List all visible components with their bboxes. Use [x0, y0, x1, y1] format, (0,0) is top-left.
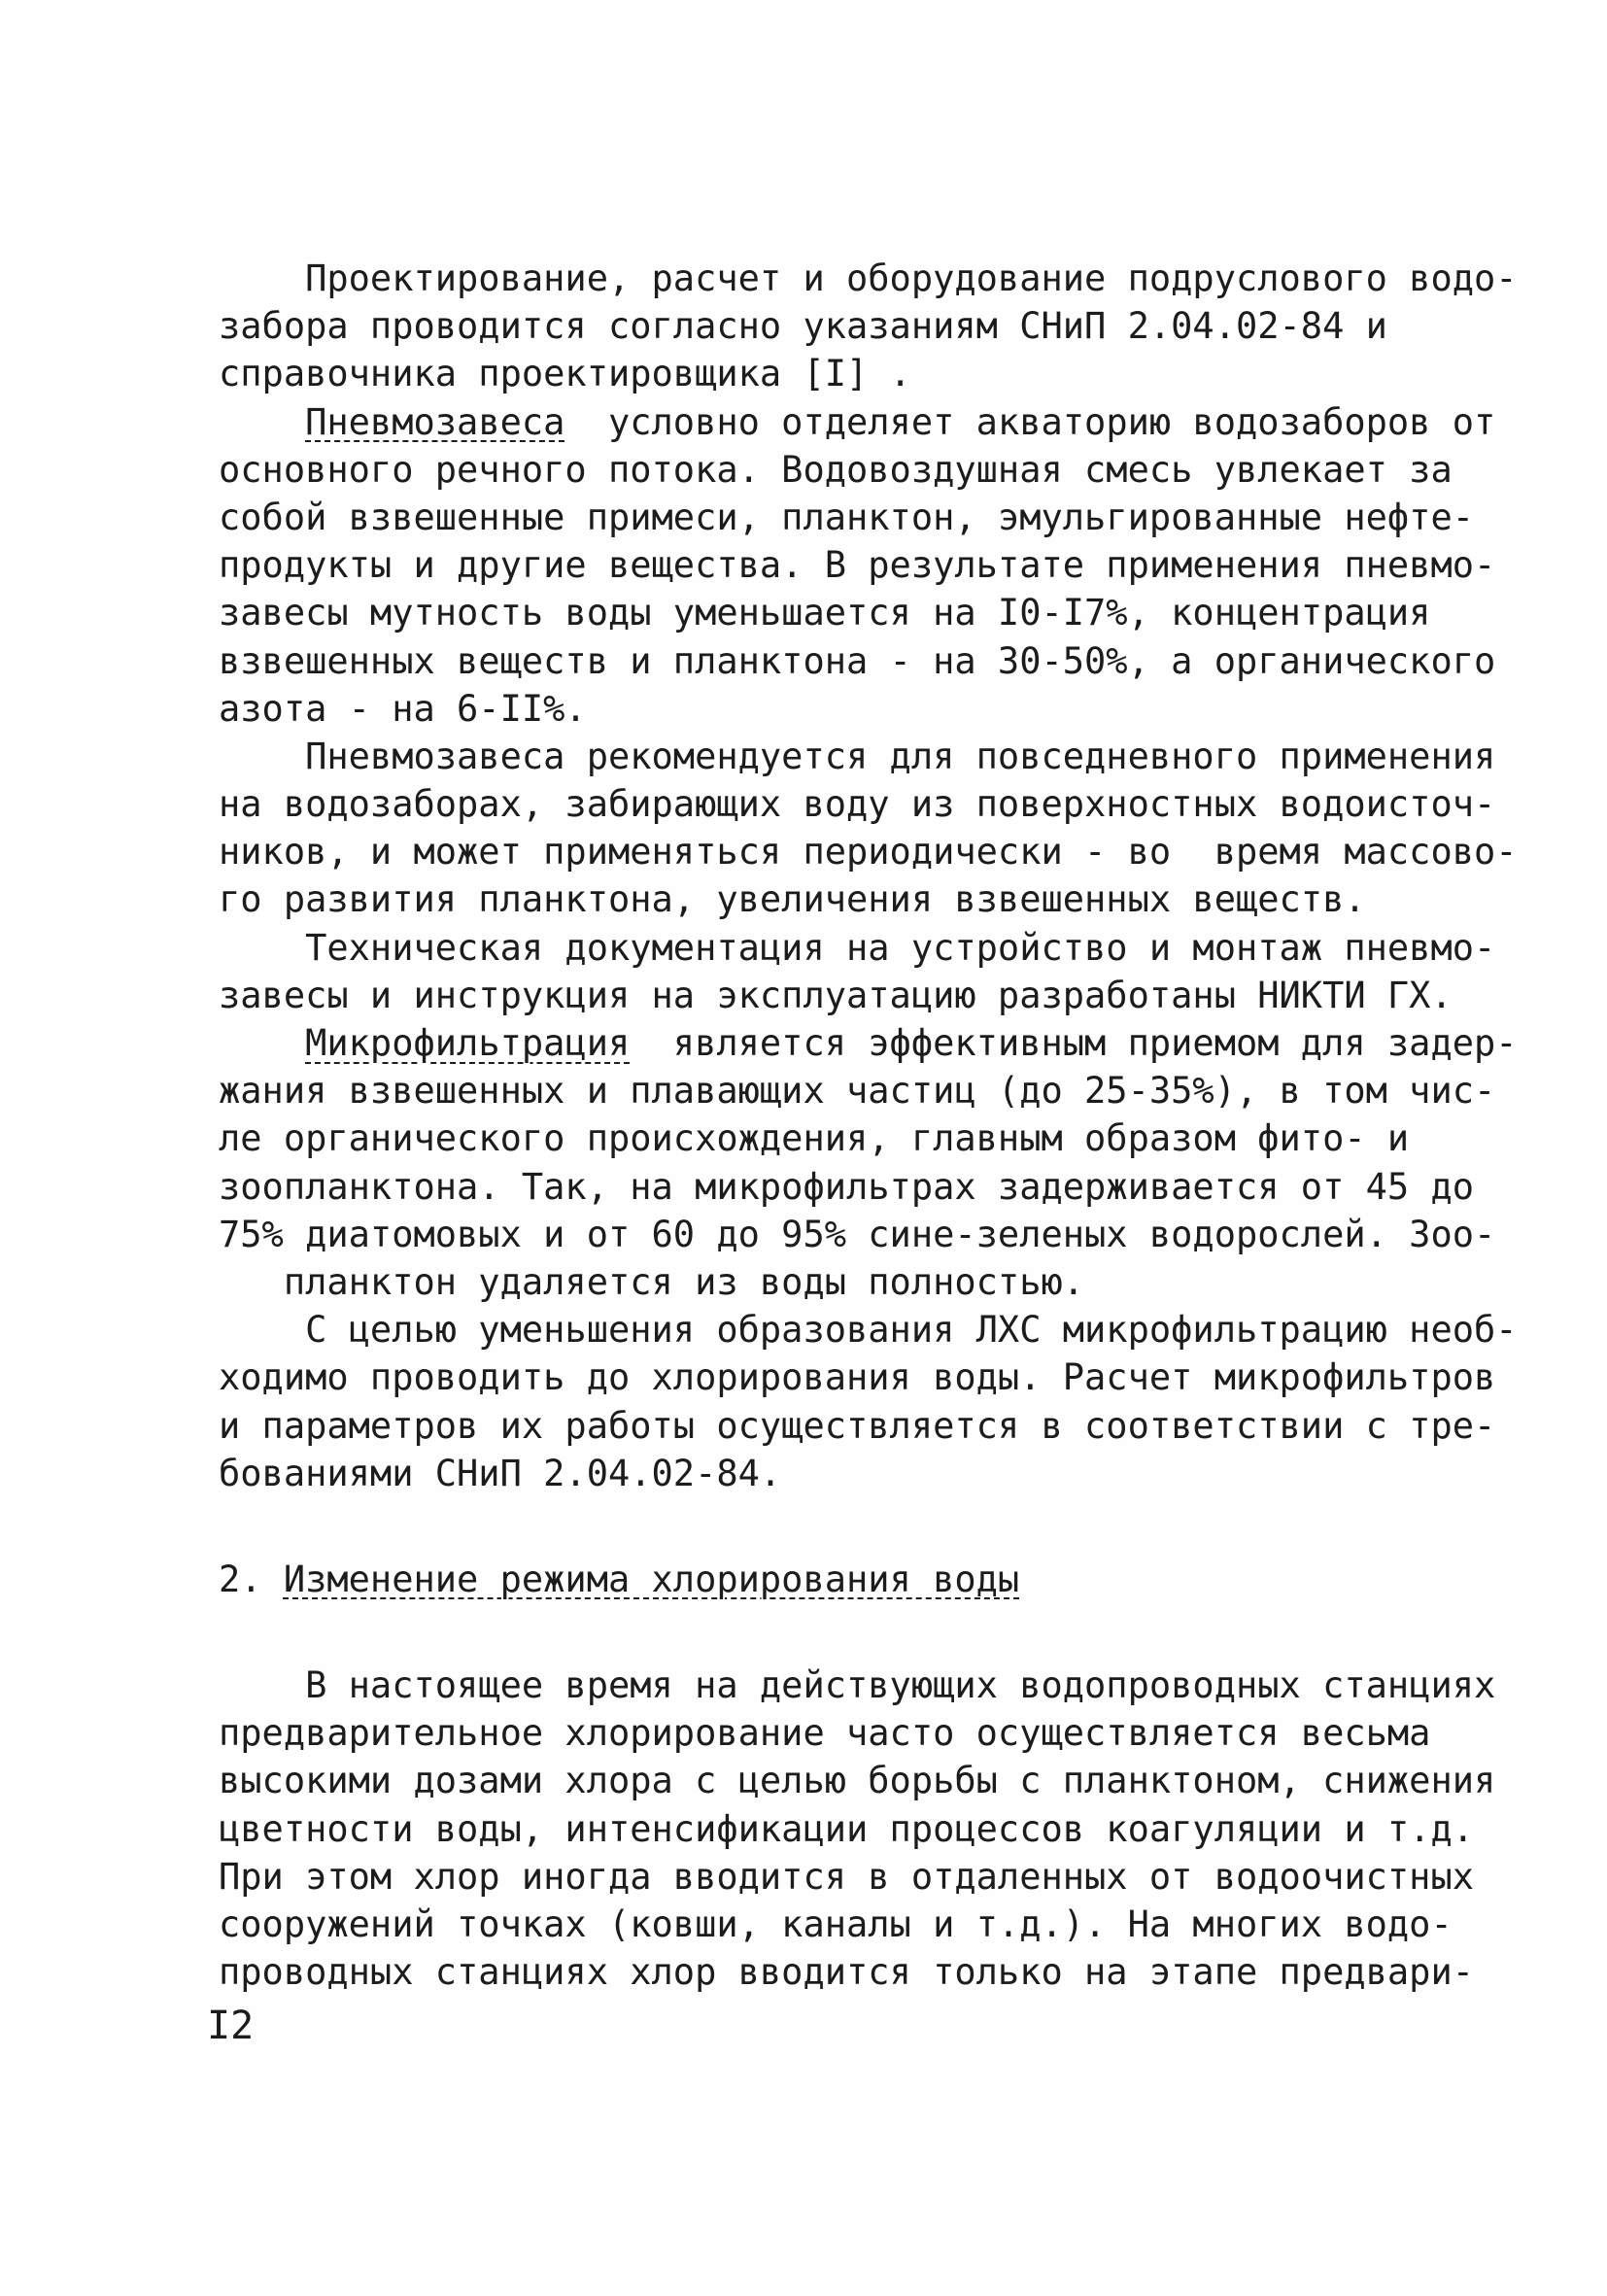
text-line	[219, 972, 1453, 1019]
underlined-term: Пневмозавеса	[305, 400, 565, 443]
text-run: ников, и может применяться периодически - во время массово-	[219, 831, 1518, 874]
text-line	[219, 924, 1496, 972]
text-run: бованиями СНиП 2.04.02-84.	[219, 1452, 782, 1494]
text-line	[219, 1306, 1518, 1354]
text-run: жания взвешенных и плавающих частиц (до 25-35%), в том чис-	[219, 1070, 1496, 1113]
text-run: высокими дозами хлора с целью борьбы с планктоном, снижения	[219, 1760, 1496, 1802]
text-line	[219, 350, 1404, 397]
section-heading	[219, 1556, 1404, 1603]
text-line	[219, 1019, 1518, 1067]
text-run: продукты и другие вещества. В результате применения пневмо-	[219, 544, 1496, 587]
text-line	[219, 1163, 1475, 1211]
page-number: I2	[207, 2004, 255, 2048]
text-run: С целью уменьшения образования ЛХС микрофильтрацию необ-	[219, 1309, 1518, 1352]
text-run: справочника проектировщика [I] .	[219, 353, 911, 395]
text-line	[219, 1948, 1475, 1996]
text-run: забора проводится согласно указаниям СНиП 2.04.02-84 и	[219, 305, 1387, 348]
text-line	[219, 780, 1496, 828]
text-run: При этом хлор иногда вводится в отдаленных от водоочистных	[219, 1855, 1475, 1898]
text-line	[219, 541, 1496, 589]
text-run: Пневмозавеса рекомендуется для повседневного применения	[219, 735, 1496, 777]
text-line	[219, 685, 1404, 733]
text-line	[219, 1805, 1475, 1853]
text-line	[219, 733, 1496, 780]
text-run: цветности воды, интенсификации процессов коагуляции и т.д.	[219, 1807, 1475, 1850]
heading-title: Изменение режима хлорирования воды	[283, 1558, 1020, 1600]
text-run: завесы и инструкция на эксплуатацию разработаны НИКТИ ГХ.	[219, 974, 1453, 1016]
text-line	[219, 875, 1404, 923]
text-line	[219, 1853, 1475, 1901]
text-line	[219, 1757, 1496, 1804]
text-line	[219, 1709, 1431, 1757]
text-run: и параметров их работы осуществляется в соответствии с тре-	[219, 1404, 1496, 1447]
text-run: собой взвешенные примеси, планктон, эмульгированные нефте-	[219, 496, 1475, 538]
text-line	[219, 1258, 1404, 1306]
text-line	[219, 255, 1518, 302]
text-line	[219, 1901, 1453, 1948]
text-line	[219, 1402, 1496, 1450]
text-run: 75% диатомовых и от 60 до 95% сине-зеленых водорослей. Зоо-	[219, 1213, 1496, 1255]
text-line	[219, 1114, 1410, 1162]
text-line	[219, 302, 1404, 350]
text-section-1	[219, 255, 1518, 1497]
text-line	[219, 637, 1496, 685]
text-line	[219, 1354, 1496, 1401]
text-run: В настоящее время на действующих водопроводных станциях	[219, 1664, 1496, 1707]
text-line	[219, 1450, 1404, 1497]
text-line	[219, 589, 1431, 636]
text-line	[219, 446, 1453, 494]
text-run: на водозаборах, забирающих воду из поверхностных водоисточ-	[219, 783, 1496, 826]
text-section-2	[219, 1662, 1496, 1996]
text-line	[219, 398, 1496, 446]
text-run: ле органического происхождения, главным образом фито- и	[219, 1117, 1410, 1160]
body-text	[219, 255, 1518, 1996]
text-run: Техническая документация на устройство и монтаж пневмо-	[219, 926, 1496, 969]
text-line	[219, 494, 1475, 541]
heading-number: 2.	[219, 1558, 284, 1600]
spacer	[219, 1603, 1404, 1662]
text-run: является эффективным приемом для задер-	[630, 1022, 1518, 1064]
text-run: предварительное хлорирование часто осуществляется весьма	[219, 1712, 1431, 1755]
text-run: го развития планктона, увеличения взвешенных веществ.	[219, 878, 1366, 921]
text-run: азота - на 6-II%.	[219, 687, 587, 730]
text-run: сооружений точках (ковши, каналы и т.д.). На многих водо-	[219, 1903, 1453, 1945]
text-run: завесы мутность воды уменьшается на I0-I7%, концентрация	[219, 592, 1431, 634]
text-line	[219, 1662, 1496, 1709]
text-run: проводных станциях хлор вводится только на этапе предвари-	[219, 1951, 1475, 1994]
text-run	[219, 401, 305, 443]
text-run: условно отделяет акваторию водозаборов от	[564, 400, 1496, 443]
text-line	[219, 828, 1518, 875]
text-line	[219, 1067, 1496, 1114]
text-run: основного речного потока. Водовоздушная смесь увлекает за	[219, 448, 1453, 491]
text-run: зоопланктона. Так, на микрофильтрах задерживается от 45 до	[219, 1165, 1475, 1208]
text-run: взвешенных веществ и планктона - на 30-50%, а органического	[219, 639, 1496, 682]
text-run: Проектирование, расчет и оборудование подруслового водо-	[219, 257, 1518, 299]
underlined-term: Микрофильтрация	[305, 1022, 631, 1064]
text-run: ходимо проводить до хлорирования воды. Расчет микрофильтров	[219, 1356, 1496, 1399]
spacer	[219, 1497, 1404, 1556]
text-run: планктон удаляется из воды полностью.	[219, 1260, 1085, 1303]
text-run	[219, 1022, 305, 1064]
text-line	[219, 1211, 1496, 1258]
